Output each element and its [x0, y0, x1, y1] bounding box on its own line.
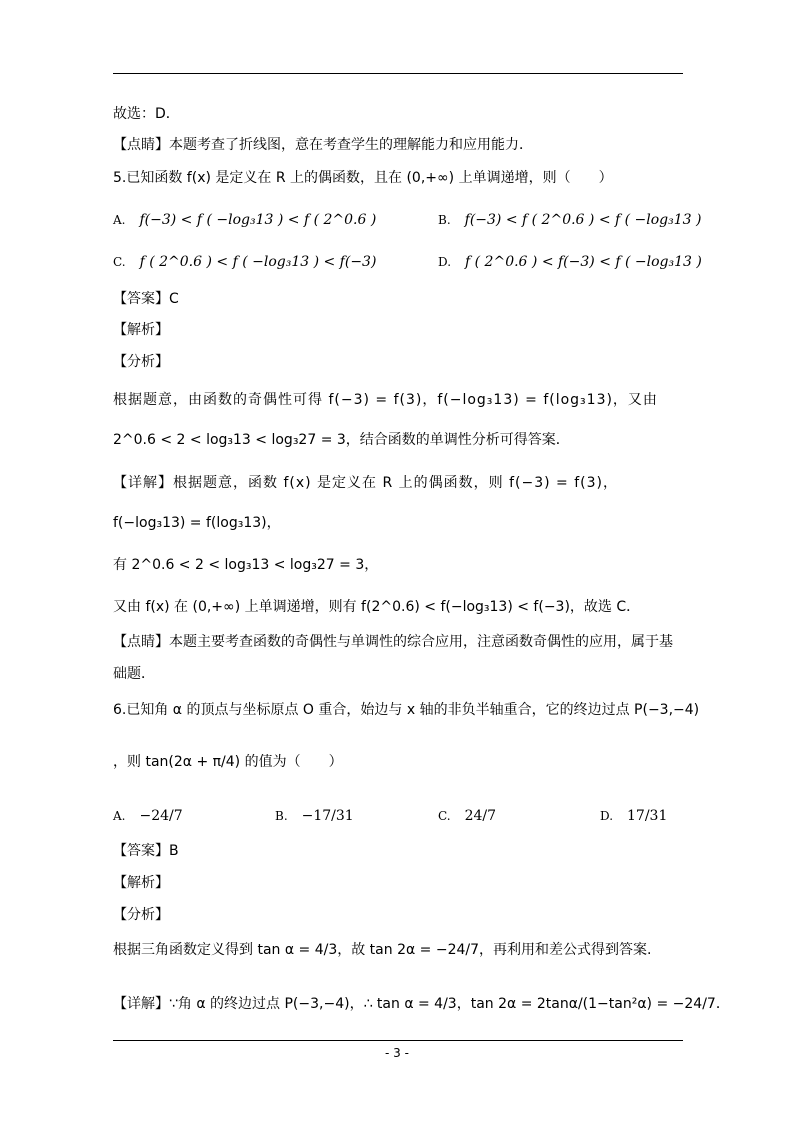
- analysis-label: 【解析】: [113, 875, 169, 891]
- option-6b: [275, 806, 354, 826]
- question-6-stem: ，则 tan(2α + π/4) 的值为（ ）: [113, 754, 343, 770]
- detail-line: [113, 473, 618, 493]
- detail-text: 【详解】根据题意，函数 f(x) 是定义在 R 上的偶函数，则 f(−3) = f(3)，: [113, 475, 618, 491]
- option-text: −24/7: [139, 808, 183, 824]
- footer-rule: [113, 1040, 683, 1041]
- option-text: 17/31: [627, 808, 668, 824]
- conclusion-text: 故选：D．: [113, 106, 180, 122]
- option-6c: [438, 806, 496, 826]
- detail-line: [113, 513, 281, 533]
- analysis-line: [113, 940, 651, 960]
- question-5-stem: 5.已知函数 f(x) 是定义在 R 上的偶函数，且在 (0,+∞) 上单调递增，则（ ）: [113, 170, 613, 186]
- option-text: f(−3) < f ( −log₃13 ) < f ( 2^0.6 ): [139, 212, 377, 228]
- fenxi-label: 【分析】: [113, 354, 169, 370]
- detail-text: 【详解】∵角 α 的终边过点 P(−3,−4)，∴ tan α = 4/3，tan 2α = 2tanα/(1−tan²α) = −24/7．: [113, 996, 730, 1012]
- answer-5: [113, 289, 179, 309]
- text-line: [113, 135, 533, 155]
- option-label: A.: [113, 809, 126, 823]
- question-6-stem: 6.已知角 α 的顶点与坐标原点 O 重合，始边与 x 轴的非负半轴重合，它的终边过点 P(−3,−4): [113, 702, 700, 718]
- analysis-line: [113, 430, 570, 450]
- analysis-text: 2^0.6 < 2 < log₃13 < log₃27 = 3，结合函数的单调性分析可得答案．: [113, 432, 570, 448]
- option-6a: [113, 806, 183, 826]
- option-label: C.: [113, 255, 126, 269]
- detail-line: [113, 994, 730, 1014]
- option-text: f(−3) < f ( 2^0.6 ) < f ( −log₃13 ): [464, 212, 702, 228]
- option-label: A.: [113, 213, 126, 227]
- question-6: [113, 752, 343, 772]
- header-rule: [113, 73, 683, 74]
- option-text: f ( 2^0.6 ) < f ( −log₃13 ) < f(−3): [139, 254, 377, 270]
- comment-line: [113, 664, 155, 684]
- answer-6: [113, 841, 179, 861]
- analysis-label: 【解析】: [113, 322, 169, 338]
- detail-text: 又由 f(x) 在 (0,+∞) 上单调递增，则有 f(2^0.6) < f(−log₃13) < f(−3)，故选 C．: [113, 599, 641, 615]
- question-5: [113, 168, 613, 188]
- question-6: [113, 700, 699, 720]
- option-text: 24/7: [464, 808, 497, 824]
- fenxi-heading: [113, 352, 169, 372]
- analysis-text: 根据题意，由函数的奇偶性可得 f(−3) = f(3)，f(−log₃13) = f(log₃13)，又由: [113, 392, 658, 408]
- fenxi-heading: [113, 905, 169, 925]
- answer-text: 【答案】C: [113, 291, 179, 307]
- option-label: B.: [438, 213, 451, 227]
- option-label: B.: [275, 809, 288, 823]
- text-line: [113, 104, 180, 124]
- option-5a: [113, 210, 376, 230]
- option-5c: [113, 252, 376, 272]
- option-5b: [438, 210, 702, 230]
- analysis-heading: [113, 320, 169, 340]
- detail-line: [113, 555, 378, 575]
- comment-text: 【点睛】本题主要考查函数的奇偶性与单调性的综合应用，注意函数奇偶性的应用，属于基: [113, 634, 673, 650]
- detail-text: 有 2^0.6 < 2 < log₃13 < log₃27 = 3，: [113, 557, 379, 573]
- fenxi-label: 【分析】: [113, 907, 169, 923]
- option-label: D.: [600, 809, 614, 823]
- option-text: −17/31: [301, 808, 354, 824]
- comment-text: 础题．: [113, 666, 155, 682]
- page-number: - 3 -: [385, 1046, 409, 1060]
- option-5d: [438, 252, 702, 272]
- option-text: f ( 2^0.6 ) < f(−3) < f ( −log₃13 ): [465, 254, 702, 270]
- comment-text: 【点睛】本题考查了折线图，意在考查学生的理解能力和应用能力．: [113, 137, 533, 153]
- analysis-text: 根据三角函数定义得到 tan α = 4/3，故 tan 2α = −24/7，再利用和差公式得到答案.: [113, 942, 652, 958]
- analysis-heading: [113, 873, 169, 893]
- option-label: C.: [438, 809, 451, 823]
- analysis-line: [113, 390, 658, 410]
- option-label: D.: [438, 255, 452, 269]
- comment-line: [113, 632, 673, 652]
- detail-line: [113, 597, 640, 617]
- option-6d: [600, 806, 667, 826]
- detail-text: f(−log₃13) = f(log₃13)，: [113, 515, 281, 531]
- answer-text: 【答案】B: [113, 843, 179, 859]
